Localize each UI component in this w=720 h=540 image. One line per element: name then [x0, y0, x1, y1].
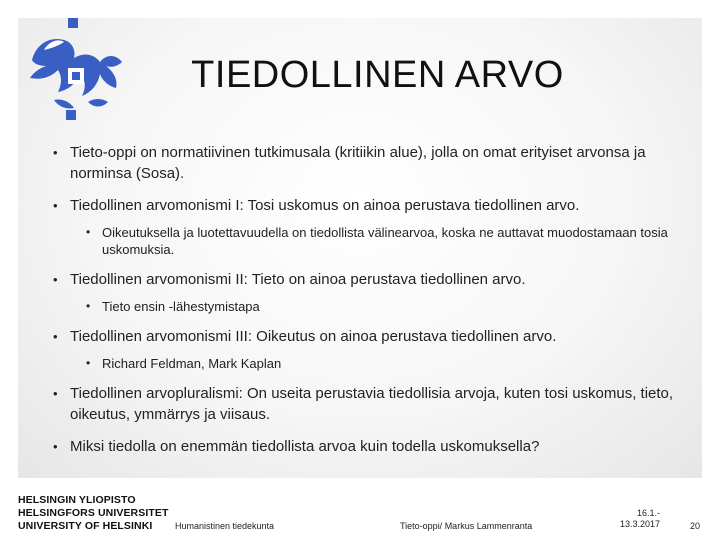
sub-bullet-item [70, 224, 680, 258]
slide-title: TIEDOLLINEN ARVO [191, 54, 564, 96]
university-name-line: UNIVERSITY OF HELSINKI [18, 520, 153, 532]
bullet-dot-icon: • [53, 272, 58, 287]
bullet-text: Tiedollinen arvomonismi III: Oikeutus on ainoa perustava tiedollinen arvo. [70, 328, 557, 345]
sub-bullet-list [70, 224, 680, 258]
bullet-text: Tiedollinen arvomonismi II: Tieto on ainoa perustava tiedollinen arvo. [70, 271, 526, 288]
bullet-item [40, 383, 680, 425]
footer-date-line: 13.3.2017 [619, 519, 660, 529]
sub-bullet-item [70, 298, 680, 315]
bullet-dot-icon: • [86, 299, 91, 313]
footer-faculty: Humanistinen tiedekunta [175, 521, 275, 531]
sub-bullet-item [70, 355, 680, 372]
sub-bullet-text: Oikeutuksella ja luotettavuudella on tiedollista välinearvoa, koska ne auttavat muodostamaan tosia uskomuksia. [102, 225, 668, 257]
sub-bullet-text: Richard Feldman, Mark Kaplan [102, 356, 282, 371]
sub-bullet-text: Tieto ensin -lähestymistapa [102, 299, 260, 314]
bullet-item [40, 142, 680, 184]
bullet-text: Miksi tiedolla on enemmän tiedollista arvoa kuin todella uskomuksella? [70, 438, 540, 455]
footer-date [610, 508, 660, 530]
page-number: 20 [690, 521, 701, 531]
university-name-line: HELSINGIN YLIOPISTO [18, 494, 136, 506]
bullet-item [40, 195, 680, 258]
footer-date-line: 16.1.- [636, 508, 660, 518]
bullet-item [40, 269, 680, 315]
bullet-dot-icon: • [86, 356, 91, 370]
bullet-text: Tiedollinen arvomonismi I: Tosi uskomus on ainoa perustava tiedollinen arvo. [70, 197, 580, 214]
bullet-item [40, 326, 680, 372]
bullet-dot-icon: • [86, 225, 91, 239]
bullet-dot-icon: • [53, 145, 58, 160]
sub-bullet-list [70, 298, 680, 315]
footer-presenter: Tieto-oppi/ Markus Lammenranta [400, 521, 533, 531]
bullet-text: Tieto-oppi on normatiivinen tutkimusala (kritiikin alue), jolla on omat erityiset arvonsa ja norminsa (Sosa). [70, 144, 646, 182]
university-flame-logo-icon [14, 14, 134, 126]
university-name [18, 494, 168, 533]
university-name-line: HELSINGFORS UNIVERSITET [18, 507, 169, 519]
bullet-dot-icon: • [53, 329, 58, 344]
bullet-list [40, 142, 680, 468]
bullet-dot-icon: • [53, 198, 58, 213]
bullet-item [40, 436, 680, 457]
bullet-text: Tiedollinen arvopluralismi: On useita perustavia tiedollisia arvoja, kuten tosi uskomus, tieto, oikeutus, ymmärrys ja viisaus. [70, 385, 674, 423]
sub-bullet-list [70, 355, 680, 372]
bullet-dot-icon: • [53, 386, 58, 401]
bullet-dot-icon: • [53, 439, 58, 454]
